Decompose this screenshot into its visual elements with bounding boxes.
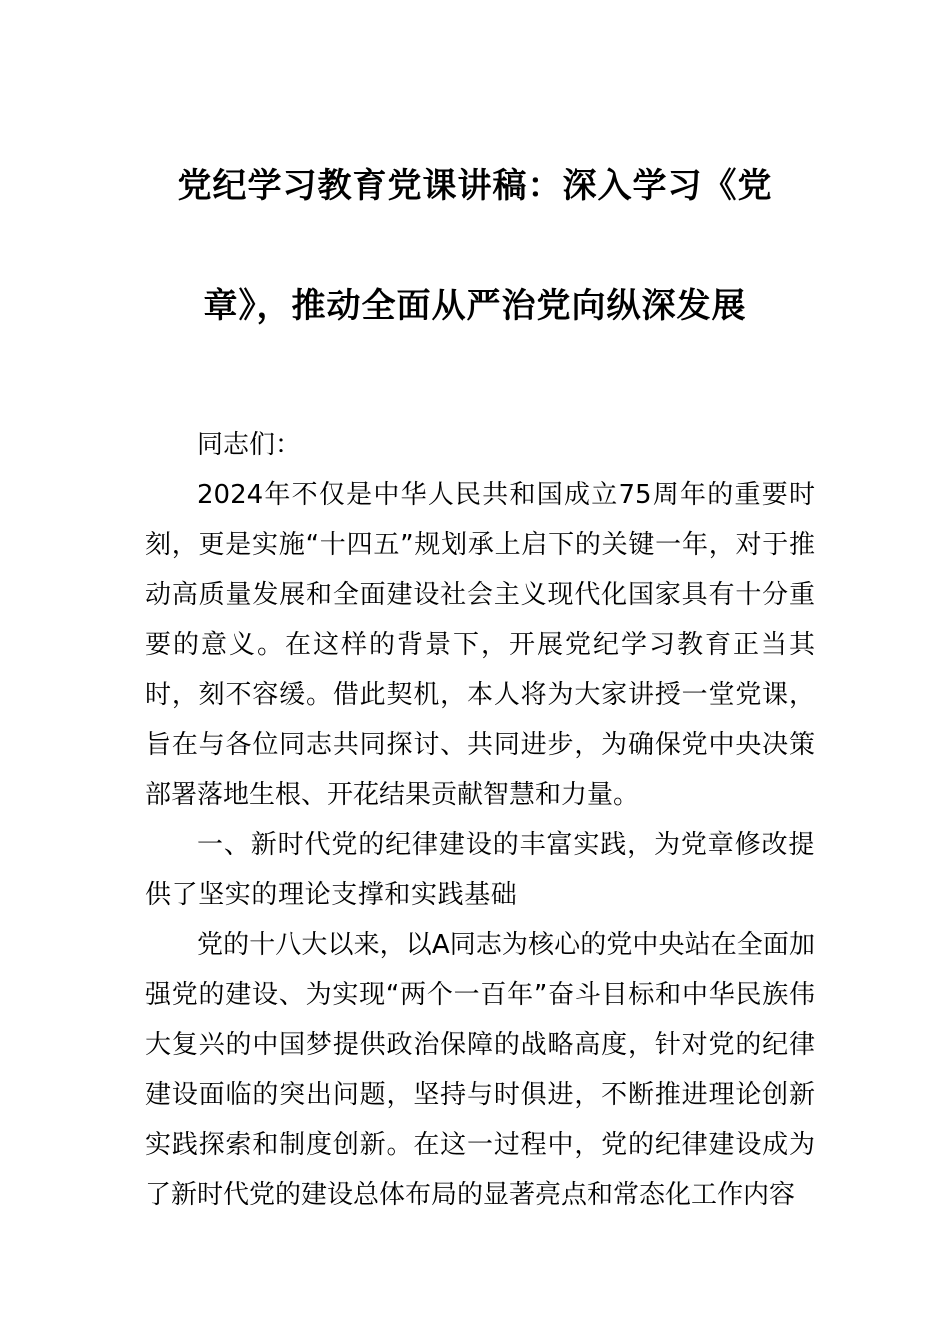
paragraph-section-1: 党的十八大以来，以A同志为核心的党中央站在全面加强党的建设、为实现“两个一百年”奋斗目标和中华民族伟大复兴的中国梦提供政治保障的战略高度，针对党的纪律建设面临的突出问题，坚持与时俱进，不断推进理论创新实践探索和制度创新。在这一过程中，党的纪律建设成为了新时代党的建设总体布局的显著亮点和常态化工作内容 <box>145 930 815 1210</box>
section-heading-1: 一、新时代党的纪律建设的丰富实践，为党章修改提供了坚实的理论支撑和实践基础 <box>145 830 815 910</box>
document-title-line-1: 党纪学习教育党课讲稿：深入学习《党 <box>177 166 773 206</box>
paragraph-intro: 2024年不仅是中华人民共和国成立75周年的重要时刻，更是实施“十四五”规划承上启下的关键一年，对于推动高质量发展和全面建设社会主义现代化国家具有十分重要的意义。在这样的背景下，开展党纪学习教育正当其时，刻不容缓。借此契机，本人将为大家讲授一堂党课，旨在与各位同志共同探讨、共同进步，为确保党中央决策部署落地生根、开花结果贡献智慧和力量。 <box>145 480 815 810</box>
document-title-line-2: 章》，推动全面从严治党向纵深发展 <box>203 286 747 326</box>
document-body <box>145 420 815 1220</box>
salutation: 同志们： <box>197 430 302 460</box>
